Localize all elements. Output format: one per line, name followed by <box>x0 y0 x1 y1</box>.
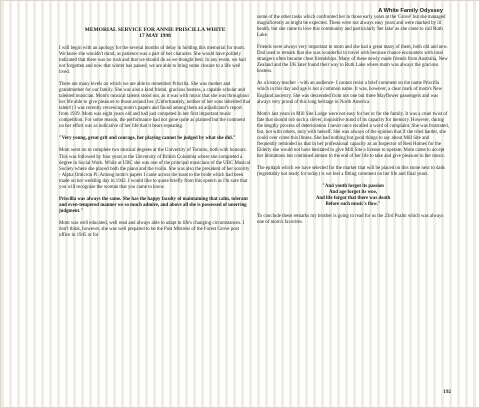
right-column <box>257 15 449 232</box>
memorial-title-line1: MEMORIAL SERVICE FOR ANNIE PRISCILLA WHITE <box>84 27 226 33</box>
paragraph: There are many levels on which we are able to remember Priscilla. She was mother and grandmother for our family. She was also a kind friend, gracious hostess, a capable scholar and talented musician. Mom's musical talents stood out, as it was with music that she was throughout her life able to give pleasure to those around her. (Unfortunately, neither of her sons inherited that talent!) I was recently reviewing mom's papers and found among them an adjudicator's report from 1939. Mom was eight years old and had just competed in her first important music competition. For some reason, the performance had not gone quite as planned but the comment on her effort was as indicative of her life that it bears repeating. <box>59 82 251 130</box>
paragraph: I will begin with an apology for the several months of delay in holding this memorial for mom. We knew she wouldn't mind, as patience was a part of her character. She would have politely indicated that there was no rush and that we should do as we thought best. In any event, we had not forgotten and now that winter has passed, we are able to bring some closure to a life well lived. <box>59 45 246 75</box>
paragraph: Mom's last years in Mill Site Lodge were not easy for her or for the family. It was a cruel twist of fate that should rob such a clever, inquisitive mind of its capacity for memory. However, during the lengthy process of deterioration I never once recalled a word of complaint. She was frustrated, but, not with others, only with herself. She was always of the opinion that if she tried harder, she could over come this illness. She had nothing but good things to say about Mill Site and frequently reminded us that in her professional capacity as an Inspector of Rest Homes for the Elderly she would not have hesitated to give Mill Site a license to operate. Mom came to accept her limitations but continued almost to the end of her life to take and give pleasure in her music. <box>257 111 449 159</box>
adjudicator-quote: "Very young, great grit and courage, her playing cannot be judged by what she did." <box>59 136 236 142</box>
toast-quote: Priscilla was always the same. She has the happy faculty of maintaining that calm, tolerant and even-tempered manner we so much admire, and above all she is possessed of unerring judgment." <box>59 196 248 214</box>
paragraph: some of the other tasks which confronted her in those early years at the 'Grove' but she managed magnificently as might be expected. These were not always easy years and were marked by ill health, but she came to love this community and particularly 'her lake' as she came to call Ruth Lake. <box>257 15 446 39</box>
poem-line: "And youth forgot its passion <box>322 184 384 190</box>
poem-line: And age forgot its woe, <box>329 190 377 196</box>
memorial-title <box>59 27 251 40</box>
paragraph: To conclude these remarks my brother is going to read for us the 23rd Psalm which was always one of mom's favorites. <box>257 214 444 226</box>
paragraph: Mom went on to complete two musical degrees at the University of Toronto, both with honours. This was followed by four years at the University of British Columbia where she completed a degree in Social Work. While at UBC she was one of the principal musicians of the UBC Musical Society where she played both the piano and the violin. She was also the president of her sorority - Alpha Omicron Pi. Among mom's papers I came across the toast to the bride which had been made on her wedding day in 1942. I would like to quote briefly from this speech as I'm sure that you will recognize the woman that you came to know. <box>59 148 251 190</box>
poem-line: And life forgot that there was death <box>315 196 391 202</box>
paragraph: Friends were always very important to mom and she had a great many of them, both old and new. Dad used to remark that she was wonderful to travel with because chance encounters with total strangers often became close friendships. Many of these newly made friends from Australia, New Zealand and the UK later found their way to Ruth Lake where mom was always the gracious hostess. <box>257 45 448 75</box>
paragraph: Mom was well educated, well read and always able to adapt to life's changing circumstances. I don't think, however, she was well prepared to be the Post Mistress of the Forest Grove post office in 1945 or for <box>59 220 245 239</box>
page-number: 192 <box>443 389 451 395</box>
memorial-title-date: 17 MAY 1998 <box>139 33 171 40</box>
left-column <box>59 27 251 245</box>
paragraph: The epitaph which we have selected for the marker that will be placed on this stone next to dads (regrettably not ready for today) is we feel a fitting comment on her life and final years. <box>257 165 445 178</box>
poem-line: Before such music's flow." <box>325 202 381 208</box>
epitaph-poem <box>257 184 449 208</box>
running-header: A White Family Odyssey <box>378 8 443 14</box>
paragraph: As a history teacher - with an audience- I cannot resist a brief comment on the name Priscilla which in this day and age is not a common name. It was, however, a clear mark of mom's New England ancestry. She was descended from not one but three Mayflower passengers and was always very proud of this long heritage in North America. <box>257 81 443 105</box>
